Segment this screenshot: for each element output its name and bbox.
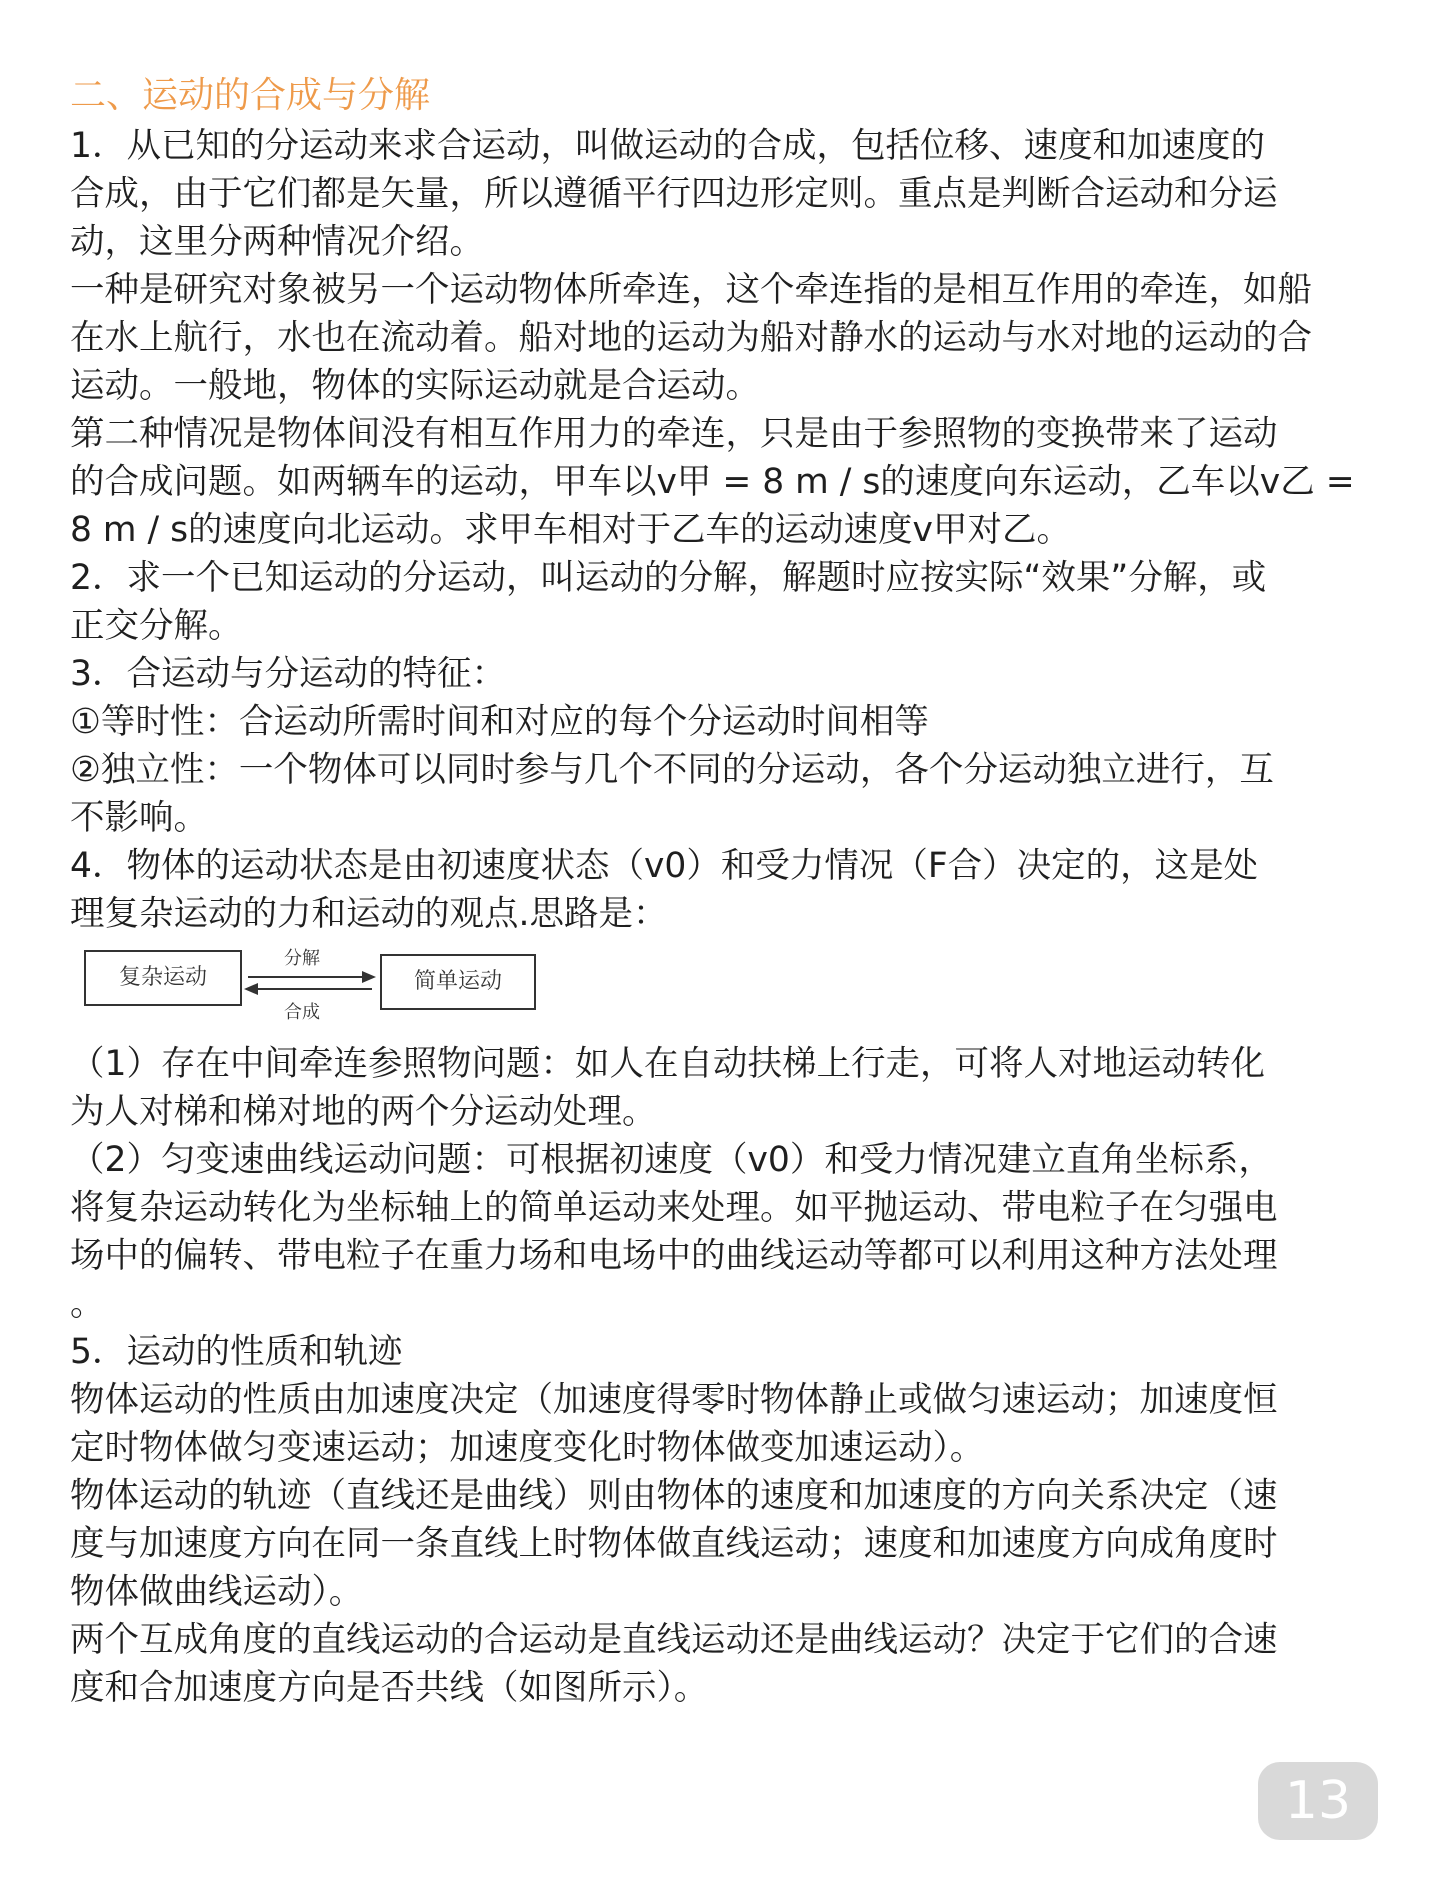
text-block-a (70, 122, 1400, 938)
text-line: 物体运动的性质由加速度决定（加速度得零时物体静止或做匀速运动；加速度恒 (70, 1380, 1278, 1420)
text-line: 1．从已知的分运动来求合运动，叫做运动的合成，包括位移、速度和加速度的 (70, 126, 1265, 166)
text-line: 的合成问题。如两辆车的运动，甲车以v甲 = 8 m / s的速度向东运动，乙车以v乙 = (70, 462, 1355, 502)
text-line: （2）匀变速曲线运动问题：可根据初速度（v0）和受力情况建立直角坐标系， (70, 1140, 1273, 1180)
text-block-b (70, 1040, 1400, 1712)
text-line: 定时物体做匀变速运动；加速度变化时物体做变加速运动）。 (70, 1428, 985, 1468)
text-line: 将复杂运动转化为坐标轴上的简单运动来处理。如平抛运动、带电粒子在匀强电 (70, 1188, 1278, 1228)
text-line: 。 (70, 1284, 105, 1324)
text-line: 度与加速度方向在同一条直线上时物体做直线运动；速度和加速度方向成角度时 (70, 1524, 1278, 1564)
compose-label: 合成 (284, 1002, 320, 1023)
text-line: 正交分解。 (70, 606, 243, 646)
text-line: 第二种情况是物体间没有相互作用力的牵连，只是由于参照物的变换带来了运动 (70, 414, 1278, 454)
text-line: 场中的偏转、带电粒子在重力场和电场中的曲线运动等都可以利用这种方法处理 (70, 1236, 1278, 1276)
text-line: 两个互成角度的直线运动的合运动是直线运动还是曲线运动？决定于它们的合速 (70, 1620, 1278, 1660)
text-line: 2．求一个已知运动的分运动，叫运动的分解，解题时应按实际“效果”分解，或 (70, 558, 1267, 598)
section-heading: 二、运动的合成与分解 (70, 75, 431, 116)
page-content (70, 72, 1400, 1712)
text-line: 5．运动的性质和轨迹 (70, 1332, 403, 1372)
text-line: 运动。一般地，物体的实际运动就是合运动。 (70, 366, 760, 406)
text-line: 在水上航行，水也在流动着。船对地的运动为船对静水的运动与水对地的运动的合 (70, 318, 1312, 358)
text-line: 3．合运动与分运动的特征： (70, 654, 506, 694)
decompose-label: 分解 (284, 948, 320, 969)
page-number-badge: 13 (1258, 1762, 1378, 1840)
text-line: 理复杂运动的力和运动的观点.思路是： (70, 894, 668, 934)
text-line: 不影响。 (70, 798, 208, 838)
text-line: ②独立性：一个物体可以同时参与几个不同的分运动，各个分运动独立进行，互 (70, 750, 1274, 790)
simple-motion-box: 简单运动 (380, 954, 536, 1010)
text-line: 合成，由于它们都是矢量，所以遵循平行四边形定则。重点是判断合运动和分运 (70, 174, 1278, 214)
text-line: ①等时性：合运动所需时间和对应的每个分运动时间相等 (70, 702, 929, 742)
decomposition-diagram (84, 944, 544, 1030)
text-line: 物体运动的轨迹（直线还是曲线）则由物体的速度和加速度的方向关系决定（速 (70, 1476, 1278, 1516)
text-line: 为人对梯和梯对地的两个分运动处理。 (70, 1092, 657, 1132)
double-arrow-icon (242, 968, 378, 998)
text-line: （1）存在中间牵连参照物问题：如人在自动扶梯上行走，可将人对地运动转化 (70, 1044, 1265, 1084)
text-line: 8 m / s的速度向北运动。求甲车相对于乙车的运动速度v甲对乙。 (70, 510, 1071, 550)
text-line: 4．物体的运动状态是由初速度状态（v0）和受力情况（F合）决定的，这是处 (70, 846, 1259, 886)
text-line: 一种是研究对象被另一个运动物体所牵连，这个牵连指的是相互作用的牵连，如船 (70, 270, 1312, 310)
text-line: 度和合加速度方向是否共线（如图所示）。 (70, 1668, 709, 1708)
text-line: 物体做曲线运动）。 (70, 1572, 364, 1612)
text-line: 动，这里分两种情况介绍。 (70, 222, 484, 262)
complex-motion-box: 复杂运动 (84, 950, 242, 1006)
